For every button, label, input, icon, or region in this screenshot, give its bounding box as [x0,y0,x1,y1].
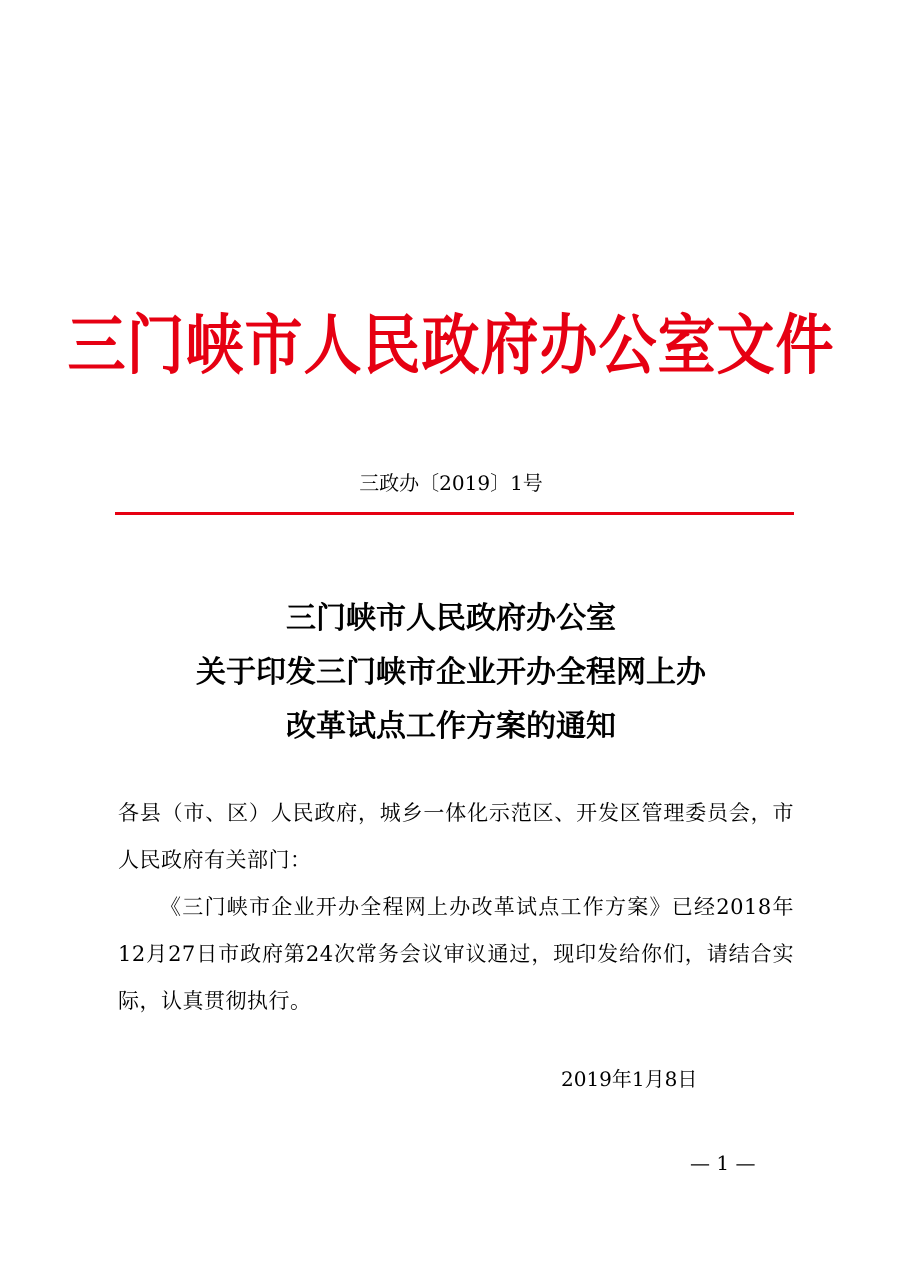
notice-body [118,790,794,1025]
page-number: — 1 — [690,1151,756,1175]
document-masthead: 三门峡市人民政府办公室文件 [67,306,835,384]
title-line-3: 改革试点工作方案的通知 [286,709,616,744]
notice-title [0,592,902,754]
body-paragraph: 《三门峡市企业开办全程网上办改革试点工作方案》已经2018年12月27日市政府第24次常务会议审议通过，现印发给你们，请结合实际，认真贯彻执行。 [118,895,794,1013]
title-line-1: 三门峡市人民政府办公室 [286,601,616,636]
title-line-2: 关于印发三门峡市企业开办全程网上办 [196,655,706,690]
document-number: 三政办〔2019〕1号 [359,471,543,495]
addressee-line: 各县（市、区）人民政府，城乡一体化示范区、开发区管理委员会，市人民政府有关部门： [118,801,794,872]
red-divider-line [115,512,794,515]
issue-date: 2019年1月8日 [561,1067,698,1091]
